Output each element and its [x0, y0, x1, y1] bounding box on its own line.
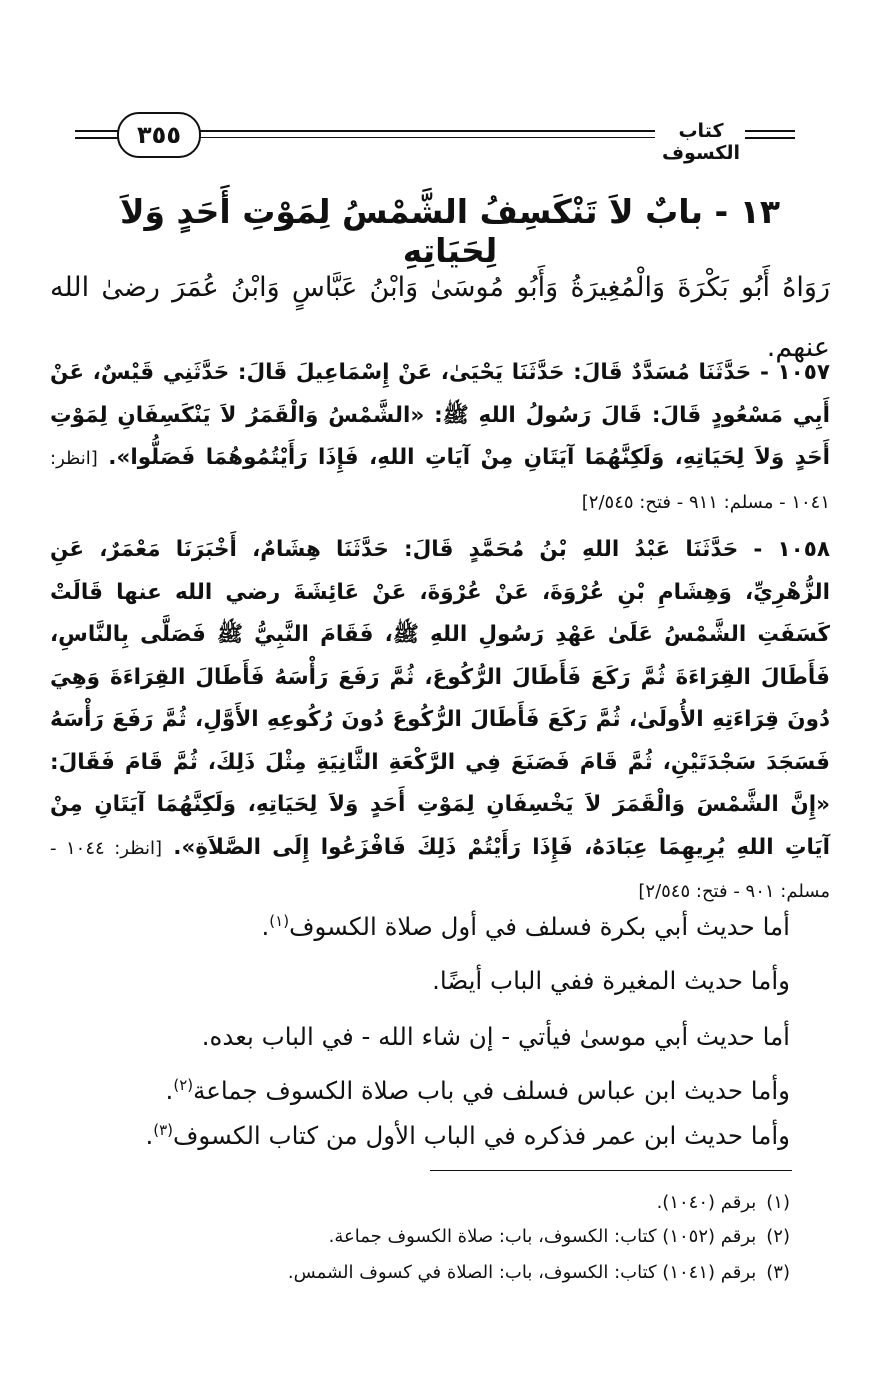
running-header — [75, 110, 795, 164]
hadith-number: ١٠٥٨ - — [753, 537, 830, 562]
header-rule — [75, 137, 123, 139]
commentary-line — [50, 966, 790, 995]
commentary-text: أما حديث أبي بكرة فسلف في أول صلاة الكسوف — [289, 912, 790, 942]
commentary-line — [50, 1121, 790, 1150]
hadith-number: ١٠٥٧ - — [759, 360, 830, 385]
hadith-1058 — [50, 529, 830, 914]
page-number: ٣٥٥ — [117, 112, 201, 158]
commentary-text: وأما حديث ابن عمر فذكره في الباب الأول من كتاب الكسوف — [173, 1121, 790, 1151]
hadith-reference: [انظر: ١٠٤١ - مسلم: ٩١١ - فتح: ٢/٥٤٥] — [50, 448, 830, 513]
chapter-intro: رَوَاهُ أَبُو بَكْرَةَ وَالْمُغِيرَةُ وَأَبُو مُوسَىٰ وَابْنُ عَبَّاسٍ وَابْنُ عُمَرَ رضىٰ الله عنهم. — [50, 272, 830, 363]
footnote-marker[interactable]: (٣) — [153, 1121, 174, 1139]
chapter-heading: ١٣ - بابٌ لاَ تَنْكَسِفُ الشَّمْسُ لِمَوْتِ أَحَدٍ وَلاَ لِحَيَاتِهِ — [119, 192, 780, 270]
header-rule — [195, 130, 655, 132]
header-rule — [195, 137, 655, 138]
commentary-line — [50, 912, 790, 941]
commentary-line — [50, 1076, 790, 1105]
footnote — [50, 1192, 790, 1213]
footnote — [50, 1226, 790, 1247]
footnote-number: (٢) — [766, 1226, 790, 1247]
header-rule — [745, 130, 795, 132]
footnote-marker[interactable]: (١) — [269, 912, 290, 930]
footnote-separator — [430, 1170, 792, 1171]
hadith-1057 — [50, 352, 830, 524]
header-rule — [745, 137, 795, 139]
footnote — [50, 1262, 790, 1283]
header-rule — [75, 130, 123, 132]
footnote-number: (١) — [766, 1192, 790, 1213]
commentary-end: . — [165, 1076, 174, 1106]
footnote-text: برقم (١٠٤٠). — [656, 1192, 757, 1213]
hadith-text: حَدَّثَنَا مُسَدَّدٌ قَالَ: حَدَّثَنَا يَحْيَىٰ، عَنْ إِسْمَاعِيلَ قَالَ: حَدَّثَنِي قَيْسٌ، عَنْ أَبِي مَسْعُودٍ قَالَ: قَالَ رَسُولُ اللهِ ﷺ: «الشَّمْسُ وَالْقَمَرُ لاَ يَنْكَسِفَانِ لِمَوْتِ أَحَدٍ وَلاَ لِحَيَاتِهِ، وَلَكِنَّهُمَا آيَتَانِ مِنْ آيَاتِ اللهِ، فَإِذَا رَأَيْتُمُوهُمَا فَصَلُّوا». — [50, 360, 830, 470]
book-title: كتاب الكسوف — [661, 120, 740, 164]
commentary-text: وأما حديث ابن عباس فسلف في باب صلاة الكسوف جماعة — [193, 1076, 790, 1106]
footnote-number: (٣) — [766, 1262, 790, 1283]
footnote-text: برقم (١٠٤١) كتاب: الكسوف، باب: الصلاة في كسوف الشمس. — [287, 1262, 757, 1283]
commentary-text: أما حديث أبي موسىٰ فيأتي - إن شاء الله - في الباب بعده. — [201, 1022, 790, 1051]
commentary-end: . — [261, 912, 270, 942]
commentary-end: . — [145, 1121, 154, 1151]
commentary-line — [50, 1022, 790, 1051]
footnote-marker[interactable]: (٢) — [173, 1076, 194, 1094]
hadith-text: حَدَّثَنَا عَبْدُ اللهِ بْنُ مُحَمَّدٍ قَالَ: حَدَّثَنَا هِشَامٌ، أَخْبَرَنَا مَعْمَرٌ، عَنِ الزُّهْرِيِّ، وَهِشَامِ بْنِ عُرْوَةَ، عَنْ عُرْوَةَ، عَنْ عَائِشَةَ رضي الله عنها قَالَتْ كَسَفَتِ الشَّمْسُ عَلَىٰ عَهْدِ رَسُولِ اللهِ ﷺ، فَقَامَ النَّبِيُّ ﷺ فَصَلَّى بِالنَّاسِ، فَأَطَالَ القِرَاءَةَ ثُمَّ رَكَعَ فَأَطَالَ الرُّكُوعَ، ثُمَّ رَفَعَ رَأْسَهُ فَأَطَالَ القِرَاءَةَ وَهِيَ دُونَ قِرَاءَتِهِ الأُولَىٰ، ثُمَّ رَكَعَ فَأَطَالَ الرُّكُوعَ دُونَ رُكُوعِهِ الأَوَّلِ، ثُمَّ رَفَعَ رَأْسَهُ فَسَجَدَ سَجْدَتَيْنِ، ثُمَّ قَامَ فَصَنَعَ فِي الرَّكْعَةِ الثَّانِيَةِ مِثْلَ ذَلِكَ، ثُمَّ قَامَ فَقَالَ: «إِنَّ الشَّمْسَ وَالْقَمَرَ لاَ يَخْسِفَانِ لِمَوْتِ أَحَدٍ وَلاَ لِحَيَاتِهِ، وَلَكِنَّهُمَا آيَتَانِ مِنْ آيَاتِ اللهِ يُرِيهِمَا عِبَادَهُ، فَإِذَا رَأَيْتُمْ ذَلِكَ فَافْزَعُوا إِلَى الصَّلاَةِ». — [50, 537, 830, 860]
footnote-text: برقم (١٠٥٢) كتاب: الكسوف، باب: صلاة الكسوف جماعة. — [328, 1226, 757, 1247]
hadith-reference: [انظر: ١٠٤٤ - مسلم: ٩٠١ - فتح: ٢/٥٤٥] — [50, 837, 830, 902]
commentary-text: وأما حديث المغيرة ففي الباب أيضًا. — [432, 966, 790, 995]
